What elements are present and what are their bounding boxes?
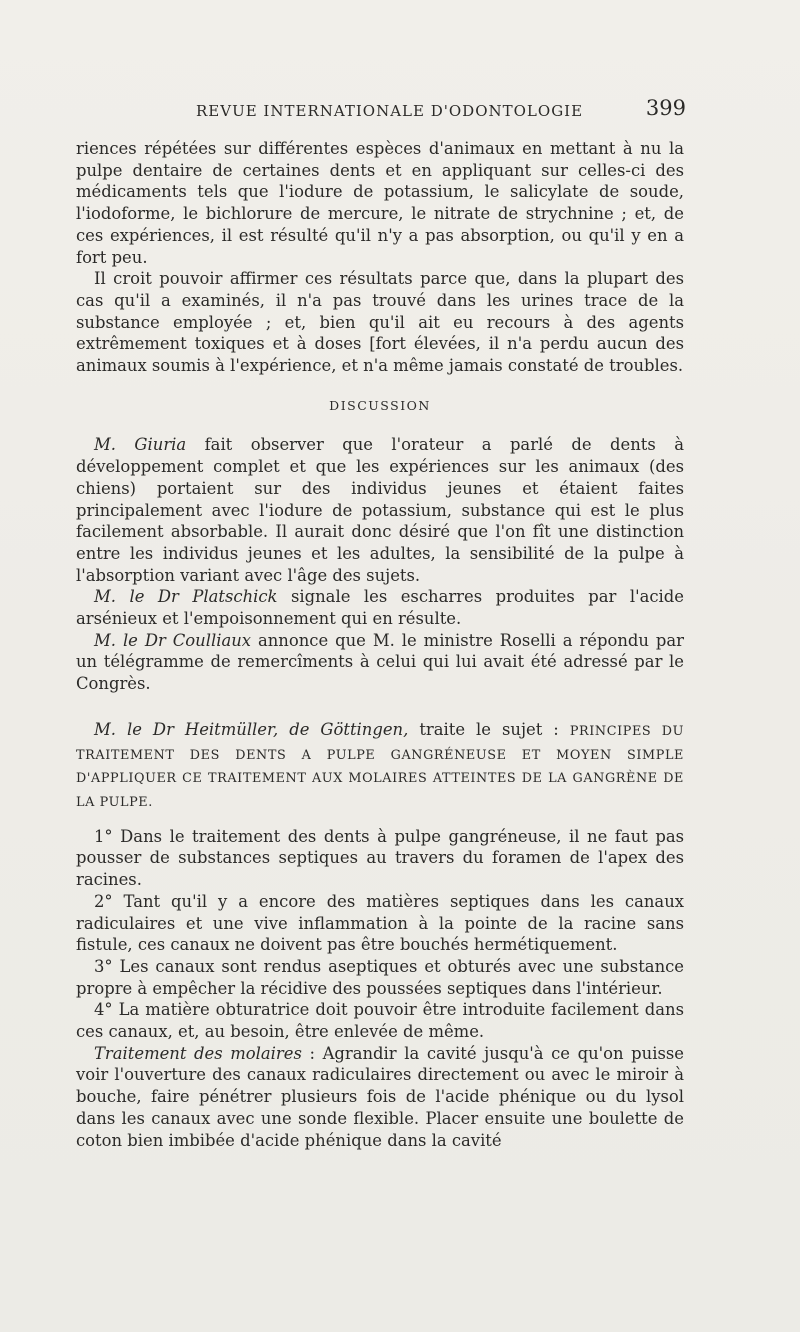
subheading: Traitement des molaires	[94, 1043, 302, 1063]
section-heading: DISCUSSION	[329, 397, 431, 413]
paragraph-text: annonce que M. le ministre Roselli a répondu par un télégramme de remercîments à celui qui lui avait été adressé par le Congrès.	[76, 630, 684, 694]
spacer	[76, 695, 684, 719]
running-header	[196, 96, 686, 124]
talk-paragraph	[76, 719, 684, 814]
speaker-name: M. le Dr Platschick	[94, 587, 278, 607]
talk-subject: PRINCIPES DU TRAITEMENT DES DENTS A PULPE GANGRÉNEUSE ET MOYEN SIMPLE D'APPLIQUER CE TRAITEMENT AUX MOLAIRES ATTEINTES DE LA GANGRÈNE DE LA PULPE.	[76, 723, 684, 810]
page-number: 399	[645, 96, 686, 120]
speaker-name: M. le Dr Heitmüller, de Göttingen,	[94, 719, 409, 739]
molaires-paragraph	[76, 1043, 684, 1152]
paragraph-text: signale les escharres produites par l'acide arsénieux et l'empoisonnement qui en résulte.	[76, 587, 684, 629]
paragraph-text: traite le sujet :	[408, 719, 570, 739]
numbered-point: 4° La matière obturatrice doit pouvoir être introduite facilement dans ces canaux, et, au besoin, être enlevée de même.	[76, 1000, 684, 1042]
journal-title: REVUE INTERNATIONALE D'ODONTOLOGIE	[196, 102, 584, 120]
numbered-point: 1° Dans le traitement des dents à pulpe gangréneuse, il ne faut pas pousser de substances septiques au travers du foramen de l'apex des racines.	[76, 826, 684, 890]
paragraph-text: : Agrandir la cavité jusqu'à ce qu'on puisse voir l'ouverture des canaux radiculaires directement ou avec le miroir à bouche, faire pénétrer plusieurs fois de l'acide phénique ou du lysol dans les canaux avec une sonde flexible. Placer ensuite une boulette de coton bien imbibée d'acide phénique dans la cavité	[76, 1043, 684, 1150]
paragraph: Il croit pouvoir affirmer ces résultats parce que, dans la plupart des cas qu'il a examinés, il n'a pas trouvé dans les urines trace de la substance employée ; et, bien qu'il ait eu recours à des agents extrêmement toxiques et à doses [fort élevées, il n'a perdu aucun des animaux soumis à l'expérience, et n'a même jamais constaté de troubles.	[76, 269, 684, 376]
speaker-name: M. le Dr Coulliaux	[94, 630, 252, 650]
discussion-paragraph	[76, 586, 684, 629]
spacer	[76, 814, 684, 826]
paragraph-text: fait observer que l'orateur a parlé de dents à développement complet et que les expériences sur les animaux (des chiens) portaient sur des individus jeunes et étaient faites principalement avec l'iodure de potassium, substance qui est le plus facilement absorbable. Il aurait donc désiré que l'on fît une distinction entre les individus jeunes et les adultes, la sensibilité de la pulpe à l'absorption variant avec l'âge des sujets.	[76, 435, 684, 585]
paragraph: riences répétées sur différentes espèces d'animaux en mettant à nu la pulpe dentaire de certaines dents et en appliquant sur celles-ci des médicaments tels que l'iodure de potassium, le salicylate de soude, l'iodoforme, le bichlorure de mercure, le nitrate de strychnine ; et, de ces expériences, il est résulté qu'il n'y a pas absorption, ou qu'il y en a fort peu.	[76, 139, 684, 267]
numbered-point: 2° Tant qu'il y a encore des matières septiques dans les canaux radiculaires et une vive inflammation à la pointe de la racine sans fistule, ces canaux ne doivent pas être bouchés hermétiquement.	[76, 891, 684, 955]
numbered-point: 3° Les canaux sont rendus aseptiques et obturés avec une substance propre à empêcher la récidive des poussées septiques dans l'intérieur.	[76, 956, 684, 998]
discussion-paragraph	[76, 434, 684, 586]
page-body	[76, 138, 684, 1151]
discussion-paragraph	[76, 630, 684, 695]
speaker-name: M. Giuria	[94, 435, 187, 455]
